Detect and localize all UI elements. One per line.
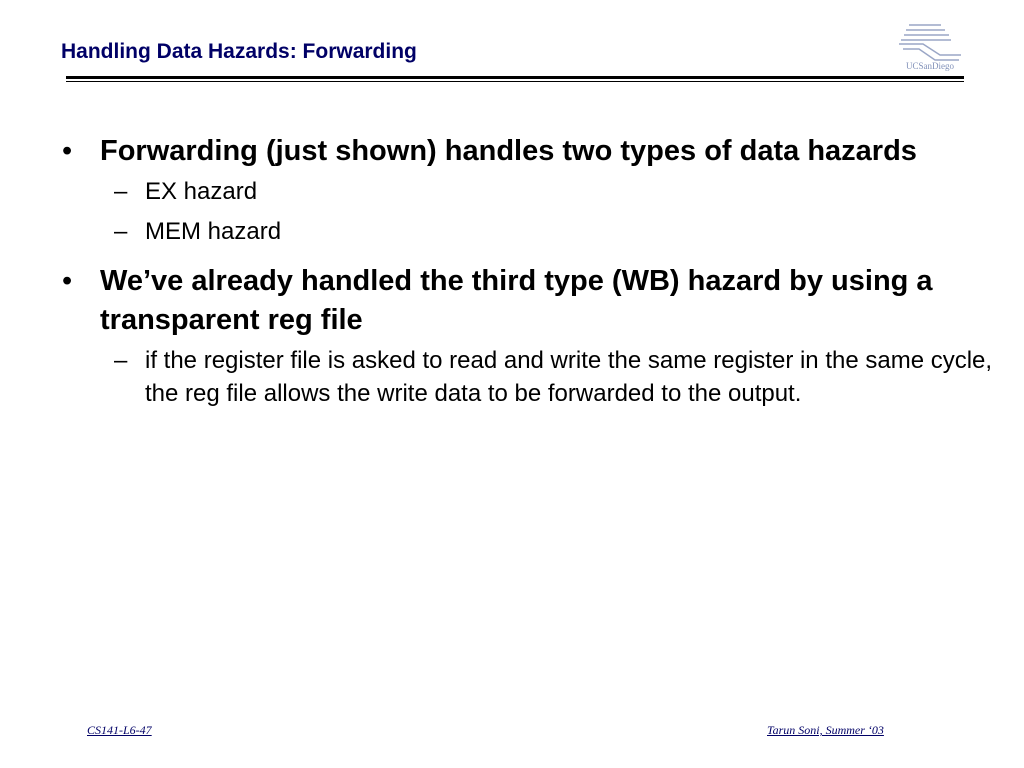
sub-bullet-text: if the register file is asked to read and write the same register in the same cycle, the reg file allows the write data to be forwarded to the output.	[145, 347, 993, 407]
sub-bullet-list	[100, 175, 1000, 248]
dash-marker: –	[114, 178, 128, 205]
logo-text: UCSanDiego	[906, 61, 954, 71]
dash-marker: –	[114, 347, 128, 374]
bullet-text: We’ve already handled the third type (WB) hazard by using a transparent reg file	[100, 265, 933, 336]
bullet-marker: •	[62, 135, 73, 167]
bullet-item	[60, 132, 1000, 248]
sub-bullet-item	[100, 215, 1000, 248]
slide-title: Handling Data Hazards: Forwarding	[61, 40, 417, 63]
footer-slide-id: CS141-L6-47	[87, 723, 152, 737]
footer-author: Tarun Soni, Summer ‘03	[767, 723, 884, 737]
dash-marker: –	[114, 218, 128, 245]
sub-bullet-item	[100, 344, 1000, 410]
bullet-item	[60, 262, 1000, 410]
sub-bullet-text: EX hazard	[145, 178, 258, 205]
sub-bullet-list	[100, 344, 1000, 410]
bullet-list	[60, 132, 1000, 410]
ucsd-logo-icon	[895, 20, 965, 72]
title-divider-thick	[66, 76, 964, 79]
bullet-text: Forwarding (just shown) handles two types of data hazards	[100, 135, 917, 167]
bullet-marker: •	[62, 265, 73, 297]
title-divider-thin	[66, 81, 964, 82]
sub-bullet-item	[100, 175, 1000, 208]
sub-bullet-text: MEM hazard	[145, 218, 282, 245]
